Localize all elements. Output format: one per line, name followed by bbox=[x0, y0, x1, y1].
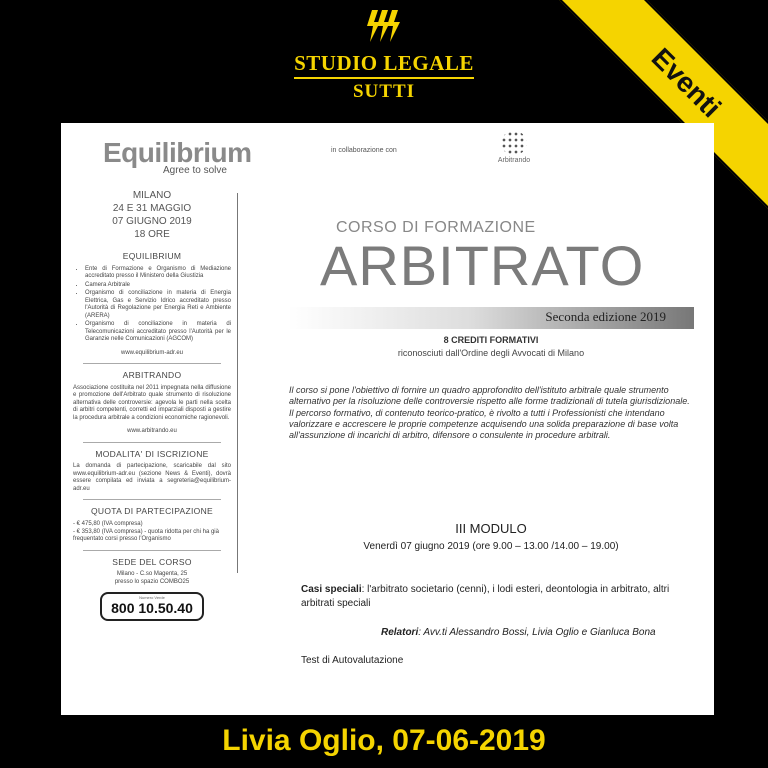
brand-line1: STUDIO LEGALE bbox=[294, 51, 474, 75]
lightning-logo-icon bbox=[364, 8, 404, 44]
sede-venue: presso lo spazio COMBO25 bbox=[114, 578, 190, 585]
divider bbox=[83, 442, 221, 443]
module-title: III MODULO bbox=[455, 521, 527, 536]
relatori bbox=[381, 627, 656, 638]
test-autovalutazione: Test di Autovalutazione bbox=[301, 655, 404, 666]
list-item: • Camera Arbitrale bbox=[85, 282, 231, 290]
toll-free-badge bbox=[100, 592, 204, 621]
arbitrando-logo-text: Arbitrando bbox=[497, 157, 531, 164]
toll-free-number[interactable]: 800 10.50.40 bbox=[111, 600, 193, 617]
left-column bbox=[73, 189, 231, 621]
course-dates bbox=[73, 189, 231, 241]
course-flyer bbox=[61, 123, 714, 715]
edition-text: Seconda edizione 2019 bbox=[545, 309, 666, 324]
equilibrium-logo bbox=[103, 137, 252, 176]
collaboration-text: in collaborazione con bbox=[331, 147, 397, 154]
brand-line2: SUTTI bbox=[352, 81, 416, 102]
equilibrium-url[interactable]: www.equilibrium-adr.eu bbox=[120, 349, 184, 356]
list-item: • Ente di Formazione e Organismo di Mediazione accreditato presso il Ministero della Giustizia bbox=[85, 266, 231, 281]
quota-section-title: QUOTA DI PARTECIPAZIONE bbox=[91, 506, 213, 517]
dates-june: 07 GIUGNO 2019 bbox=[112, 216, 192, 227]
arbitrando-url[interactable]: www.arbitrando.eu bbox=[127, 428, 177, 435]
divider bbox=[83, 499, 221, 500]
equilibrium-logo-text: Equilibrium bbox=[103, 137, 252, 168]
sede-section-title: SEDE DEL CORSO bbox=[112, 556, 192, 567]
course-intro bbox=[289, 385, 709, 441]
arbitrando-dots-icon bbox=[501, 131, 527, 155]
iscrizione-section-title: MODALITA' DI ISCRIZIONE bbox=[95, 448, 209, 459]
list-item: • Organismo di conciliazione in materia di Energia Elettrica, Gas e Servizio Idrico accreditato presso l'Autorità di Regolazione per Energia Reti e Ambiente (ARERA) bbox=[85, 290, 231, 320]
equilibrium-section-title: EQUILIBRIUM bbox=[122, 251, 182, 261]
iscrizione-text: La domanda di partecipazione, scaricabile dal sito www.equilibrium-adr.eu (sezione News & Eventi), dovrà essere compilata ed inviata a segreteria@equilibrium-adr.eu bbox=[73, 463, 231, 492]
intro-paragraph-2: Il percorso formativo, di contenuto teorico-pratico, è rivolto a tutti i Professionisti che intendano valorizzare e accrescere le proprie competenze acquisendo una solida preparazione di base volta all'assunzione di incarichi di arbitro, difensore o consulente in procedure arbitrali. bbox=[289, 407, 679, 440]
edition-bar bbox=[288, 307, 694, 329]
toll-free-label: Numero Verde bbox=[139, 595, 165, 601]
sede-address: Milano - C.so Magenta, 25 bbox=[116, 571, 188, 578]
total-hours: 18 ORE bbox=[134, 229, 170, 240]
footer-caption: Livia Oglio, 07-06-2019 bbox=[222, 724, 546, 757]
relatori-text: : Avv.ti Alessandro Bossi, Livia Oglio e Gianluca Bona bbox=[418, 627, 656, 638]
course-label: CORSO DI FORMAZIONE bbox=[336, 219, 536, 236]
city: MILANO bbox=[132, 190, 172, 201]
casi-text: : l'arbitrato societario (cenni), i lodi esteri, deontologia in arbitrato, altri arbitrati speciali bbox=[301, 584, 670, 609]
eventi-ribbon: Eventi bbox=[551, 0, 768, 218]
arbitrando-description: Associazione costituita nel 2011 impegnata nella diffusione e promozione dell'Arbitrato quale strumento di risoluzione alternativa delle controversie: agevola le parti nella scelta di arbitri competenti, corretti ed imparziali disposti a gestire la procedura arbitrale a condizioni economiche ragionevoli. bbox=[73, 384, 231, 421]
relatori-label: Relatori bbox=[381, 627, 419, 638]
equilibrium-tagline: Agree to solve bbox=[163, 165, 227, 176]
casi-label: Casi speciali bbox=[301, 584, 362, 595]
arbitrando-section-title: ARBITRANDO bbox=[122, 370, 182, 381]
divider bbox=[83, 363, 221, 364]
credits-subtitle: riconosciuti dall'Ordine degli Avvocati di Milano bbox=[397, 348, 585, 358]
list-item: • Organismo di conciliazione in materia di Telecomunicazioni accreditato presso l'Autorità per le Garanzie nelle Comunicazioni (AGCOM) bbox=[85, 321, 231, 344]
quota-full: - € 475,80 (IVA compresa) bbox=[73, 521, 143, 527]
equilibrium-list bbox=[73, 266, 231, 344]
brand-divider bbox=[294, 77, 474, 79]
dates-may: 24 E 31 MAGGIO bbox=[112, 203, 192, 214]
arbitrando-logo bbox=[479, 131, 549, 164]
course-title: ARBITRATO bbox=[320, 234, 645, 297]
casi-speciali bbox=[301, 583, 701, 610]
divider bbox=[83, 550, 221, 551]
module-date: Venerdì 07 giugno 2019 (ore 9.00 – 13.00 /14.00 – 19.00) bbox=[363, 541, 619, 552]
quota-reduced: - € 353,80 (IVA compresa) - quota ridotta per chi ha già frequentato corsi presso l'Organismo bbox=[73, 528, 219, 542]
credits-title: 8 CREDITI FORMATIVI bbox=[443, 335, 539, 345]
intro-paragraph-1: Il corso si pone l'obiettivo di fornire un quadro approfondito dell'istituto arbitrale quale strumento alternativo per la risoluzione delle controversie rispetto alle forme tradizionali di tutela giurisdizionale. bbox=[289, 385, 690, 407]
column-divider bbox=[237, 193, 238, 573]
